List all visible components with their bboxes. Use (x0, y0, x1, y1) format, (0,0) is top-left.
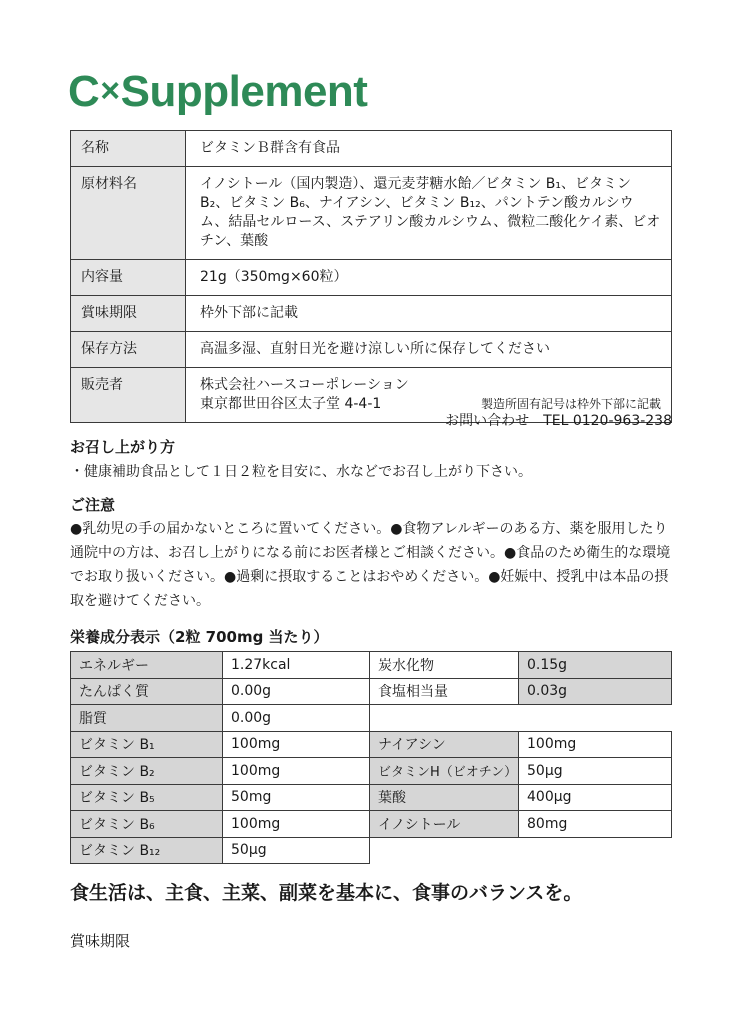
nutrition-row (71, 837, 672, 864)
nutrient-label: ナイアシン (370, 731, 519, 758)
nutrient-value: 80mg (519, 811, 672, 838)
info-label-content: 内容量 (71, 260, 186, 296)
nutrient-value: 0.00g (223, 705, 370, 732)
seller-address: 東京都世田谷区太子堂 4-4-1 (200, 396, 382, 412)
caution-title: ご注意 (70, 496, 116, 514)
nutrient-value: 1.27kcal (223, 652, 370, 679)
info-value-ingredients: イノシトール（国内製造）、還元麦芽糖水飴／ビタミン B₁、ビタミン B₂、ビタミン B₆、ナイアシン、ビタミン B₁₂、パントテン酸カルシウム、結晶セルロース、ステアリン酸カルシウム、微粒二酸化ケイ素、ビオチン、葉酸 (186, 167, 672, 260)
seller-company: 株式会社ハースコーポレーション (200, 377, 409, 393)
nutrient-value: 0.03g (519, 678, 672, 705)
info-label-expiry: 賞味期限 (71, 296, 186, 332)
nutrition-empty-cell (370, 705, 672, 732)
nutrition-row (71, 705, 672, 732)
nutrition-row (71, 678, 672, 705)
info-label-ingredients: 原材料名 (71, 167, 186, 260)
nutrient-value: 50mg (223, 784, 370, 811)
nutrient-value: 100mg (519, 731, 672, 758)
howto-title: お召し上がり方 (70, 438, 176, 456)
nutrient-label: ビタミン B₂ (71, 758, 223, 785)
dietary-slogan: 食生活は、主食、主菜、副菜を基本に、食事のバランスを。 (70, 882, 583, 904)
info-row-expiry (71, 296, 672, 332)
info-row-storage (71, 332, 672, 368)
nutrient-value: 0.15g (519, 652, 672, 679)
nutrition-empty-cell (370, 837, 672, 864)
nutrient-label: ビタミン B₁ (71, 731, 223, 758)
info-label-storage: 保存方法 (71, 332, 186, 368)
nutrient-label: イノシトール (370, 811, 519, 838)
nutrient-value: 50μg (519, 758, 672, 785)
caution-text: ●乳幼児の手の届かないところに置いてください。●食物アレルギーのある方、薬を服用したり通院中の方は、お召し上がりになる前にお医者様とご相談ください。●食品のため衛生的な環境でお取り扱いください。●過剰に摂取することはおやめください。●妊娠中、授乳中は本品の摂取を避けてください。 (70, 521, 671, 609)
nutrient-label: 食塩相当量 (370, 678, 519, 705)
manufacturer-code-note: 製造所固有記号は枠外下部に記載 (480, 397, 661, 411)
info-value-content: 21g（350mg×60粒） (186, 260, 672, 296)
nutrient-label: エネルギー (71, 652, 223, 679)
expiry-footer: 賞味期限 (70, 932, 131, 950)
nutrient-value: 100mg (223, 731, 370, 758)
nutrient-value: 400μg (519, 784, 672, 811)
nutrition-row (71, 652, 672, 679)
info-row-ingredients (71, 167, 672, 260)
nutrient-value: 0.00g (223, 678, 370, 705)
info-row-content (71, 260, 672, 296)
brand-x: × (100, 72, 120, 110)
howto-text: ・健康補助食品として１日２粒を目安に、水などでお召し上がり下さい。 (70, 464, 532, 480)
nutrient-label: ビタミン B₁₂ (71, 837, 223, 864)
nutrient-label: 炭水化物 (370, 652, 519, 679)
nutrition-title: 栄養成分表示（2粒 700mg 当たり） (70, 628, 329, 646)
info-value-storage: 高温多湿、直射日光を避け涼しい所に保存してください (186, 332, 672, 368)
brand-name: Supplement (120, 67, 368, 116)
nutrient-label: ビタミンH（ビオチン） (370, 758, 519, 785)
nutrient-label: 脂質 (71, 705, 223, 732)
nutrient-label: 葉酸 (370, 784, 519, 811)
info-label-seller: 販売者 (71, 368, 186, 423)
nutrition-table (70, 651, 672, 864)
nutrition-row (71, 731, 672, 758)
nutrition-row (71, 758, 672, 785)
info-label-name: 名称 (71, 131, 186, 167)
info-row-name (71, 131, 672, 167)
nutrition-row (71, 811, 672, 838)
nutrient-label: たんぱく質 (71, 678, 223, 705)
product-info-table (70, 130, 672, 423)
nutrient-value: 100mg (223, 811, 370, 838)
nutrition-row (71, 784, 672, 811)
brand-c: C (68, 67, 100, 116)
info-value-name: ビタミンＢ群含有食品 (186, 131, 672, 167)
nutrient-label: ビタミン B₅ (71, 784, 223, 811)
nutrient-value: 100mg (223, 758, 370, 785)
nutrient-label: ビタミン B₆ (71, 811, 223, 838)
contact-phone: お問い合わせ TEL 0120-963-238 (445, 413, 672, 429)
brand-logo (68, 64, 367, 119)
nutrient-value: 50μg (223, 837, 370, 864)
info-value-expiry: 枠外下部に記載 (186, 296, 672, 332)
